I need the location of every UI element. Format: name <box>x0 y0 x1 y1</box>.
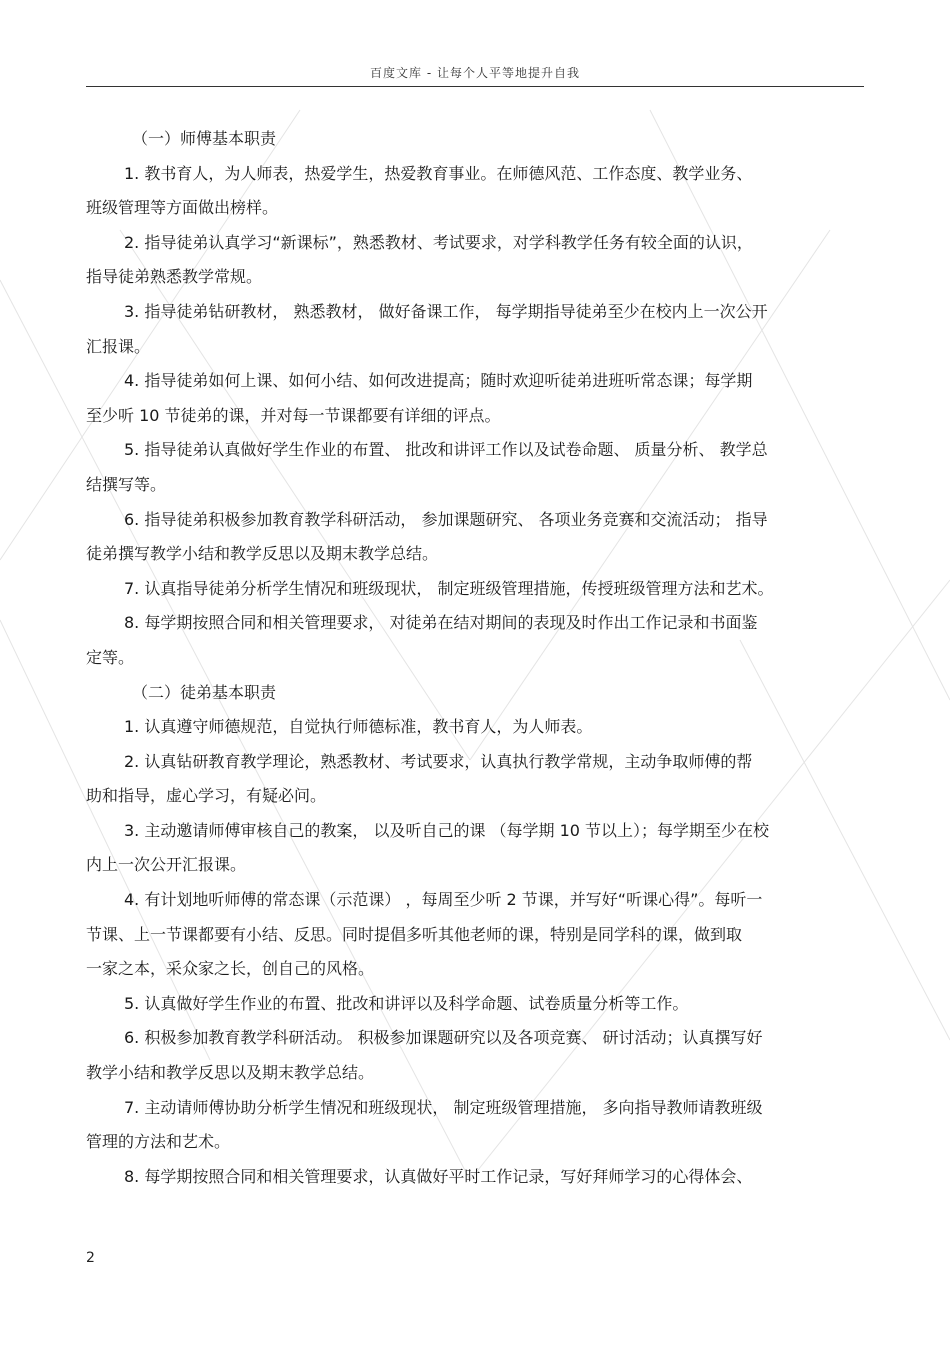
text-line: 助和指导，虚心学习，有疑必问。 <box>86 786 327 806</box>
text-line: 管理的方法和艺术。 <box>86 1132 231 1152</box>
text-line: 5. 认真做好学生作业的布置、批改和讲评以及科学命题、试卷质量分析等工作。 <box>124 993 689 1013</box>
text-line: 7. 认真指导徒弟分析学生情况和班级现状， 制定班级管理措施，传授班级管理方法和艺术。 <box>124 578 774 598</box>
text-line: 1. 教书育人，为人师表，热爱学生，热爱教育事业。在师德风范、工作态度、教学业务、 <box>124 163 753 183</box>
text-line: 2. 指导徒弟认真学习“新课标”，熟悉教材、考试要求，对学科教学任务有较全面的认识， <box>124 232 753 252</box>
text-line: 徒弟撰写教学小结和教学反思以及期末教学总结。 <box>86 544 439 564</box>
text-line: 1. 认真遵守师德规范，自觉执行师德标准，教书育人，为人师表。 <box>124 717 593 737</box>
text-line: 3. 指导徒弟钻研教材， 熟悉教材， 做好备课工作， 每学期指导徒弟至少在校内上一次公开 <box>124 301 768 321</box>
text-line: 汇报课。 <box>86 336 151 356</box>
text-line: 班级管理等方面做出榜样。 <box>86 198 279 218</box>
text-line: 5. 指导徒弟认真做好学生作业的布置、 批改和讲评工作以及试卷命题、 质量分析、 教学总 <box>124 440 768 460</box>
text-line: 6. 指导徒弟积极参加教育教学科研活动， 参加课题研究、 各项业务竞赛和交流活动； 指导 <box>124 509 768 529</box>
text-line: 定等。 <box>86 647 135 667</box>
text-line: 节课、上一节课都要有小结、反思。同时提倡多听其他老师的课，特别是同学科的课，做到取 <box>86 924 743 944</box>
page-header: 百度文库 - 让每个人平等地提升自我 <box>86 64 864 87</box>
text-line: 4. 有计划地听师傅的常态课（示范课） ，每周至少听 2 节课，并写好“听课心得”。每听一 <box>124 890 763 910</box>
text-line: （二）徒弟基本职责 <box>132 682 277 702</box>
page-number: 2 <box>86 1250 95 1266</box>
text-line: 内上一次公开汇报课。 <box>86 855 247 875</box>
text-line: 教学小结和教学反思以及期末教学总结。 <box>86 1063 375 1083</box>
text-line: 8. 每学期按照合同和相关管理要求，认真做好平时工作记录，写好拜师学习的心得体会、 <box>124 1166 753 1186</box>
text-line: 结撰写等。 <box>86 474 167 494</box>
text-line: 一家之本，采众家之长，创自己的风格。 <box>86 959 375 979</box>
text-line: 至少听 10 节徒弟的课，并对每一节课都要有详细的评点。 <box>86 405 501 425</box>
text-line: 6. 积极参加教育教学科研活动。 积极参加课题研究以及各项竞赛、 研讨活动；认真撰写好 <box>124 1028 763 1048</box>
text-line: 8. 每学期按照合同和相关管理要求， 对徒弟在结对期间的表现及时作出工作记录和书面鉴 <box>124 613 758 633</box>
text-line: 4. 指导徒弟如何上课、如何小结、如何改进提高；随时欢迎听徒弟进班听常态课；每学期 <box>124 371 753 391</box>
text-line: 指导徒弟熟悉教学常规。 <box>86 267 263 287</box>
text-line: 2. 认真钻研教育教学理论，熟悉教材、考试要求，认真执行教学常规，主动争取师傅的帮 <box>124 751 753 771</box>
document-body <box>86 122 864 1194</box>
text-line: （一）师傅基本职责 <box>132 129 277 148</box>
text-line: 7. 主动请师傅协助分析学生情况和班级现状， 制定班级管理措施， 多向指导教师请教班级 <box>124 1097 763 1117</box>
text-line: 3. 主动邀请师傅审核自己的教案， 以及听自己的课 （每学期 10 节以上）；每学期至少在校 <box>124 820 770 840</box>
